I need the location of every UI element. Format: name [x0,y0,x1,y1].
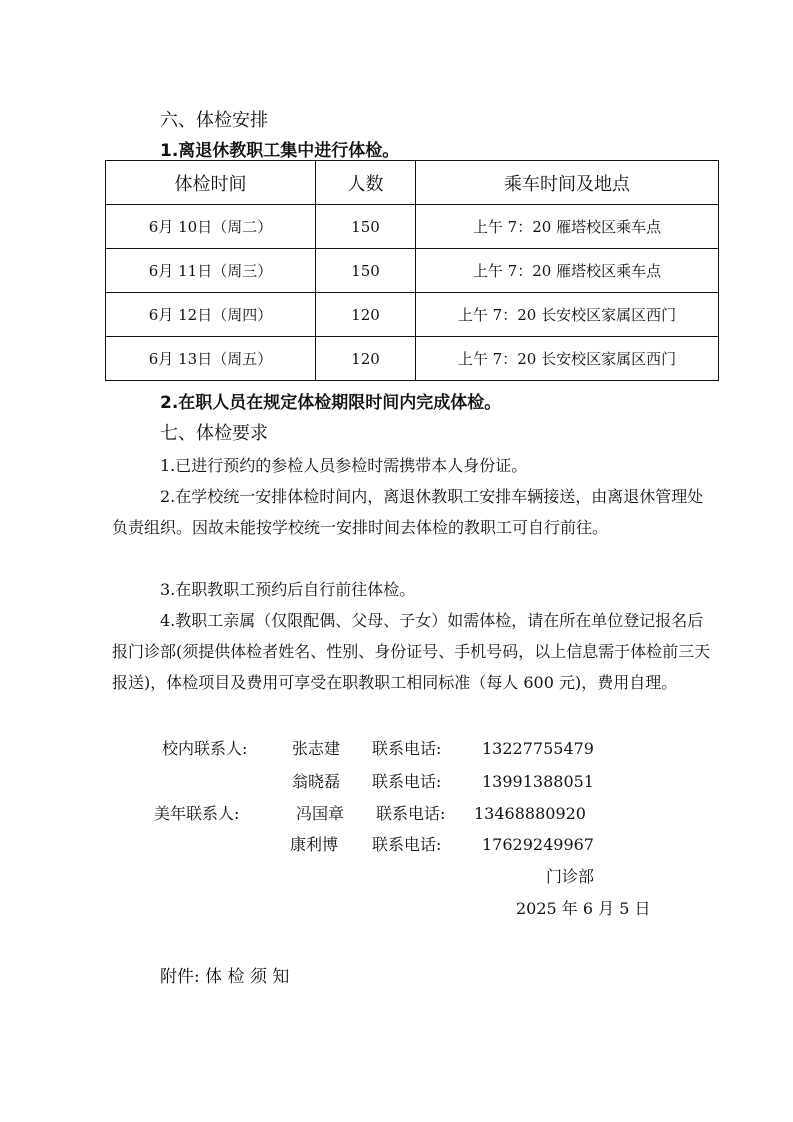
table-row [106,249,719,293]
requirement-item: 3.在职教职工预约后自行前往体检。 [160,580,416,599]
table-row [106,205,719,249]
table-header-row [106,161,719,205]
meinian-contact-label: 美年联系人: [154,804,240,823]
cell-date: 6月 11日（周三） [106,249,316,293]
cell-count: 150 [316,205,416,249]
contact-phone: 13991388051 [482,772,594,791]
schedule-table [105,160,719,381]
contact-name: 张志建 [292,739,341,758]
table-row [106,293,719,337]
contact-phone-label: 联系电话: [372,739,442,758]
contact-phone: 13468880920 [474,804,586,823]
cell-bus: 上午 7：20 雁塔校区乘车点 [416,249,719,293]
section-6-title: 六、体检安排 [160,110,268,131]
cell-count: 120 [316,293,416,337]
requirement-item: 1.已进行预约的参检人员参检时需携带本人身份证。 [160,456,528,475]
header-exam-time: 体检时间 [106,161,316,205]
cell-count: 120 [316,337,416,381]
cell-date: 6月 12日（周四） [106,293,316,337]
contact-name: 康利博 [290,835,339,854]
cell-bus: 上午 7：20 雁塔校区乘车点 [416,205,719,249]
campus-contact-label: 校内联系人: [162,739,248,758]
contact-name: 冯国章 [296,804,345,823]
contact-phone: 17629249967 [482,835,594,854]
section-6-sub-2: 2.在职人员在规定体检期限时间内完成体检。 [160,393,502,413]
cell-bus: 上午 7：20 长安校区家属区西门 [416,293,719,337]
requirement-item: 4.教职工亲属（仅限配偶、父母、子女）如需体检，请在所在单位登记报名后报门诊部(须提供体检者姓名、性别、身份证号、手机号码，以上信息需于体检前三天报送)，体检项目及费用可享受在职教职工相同标准（每人 600 元)，费用自理。 [112,611,711,692]
contact-phone-label: 联系电话: [372,772,442,791]
cell-date: 6月 13日（周五） [106,337,316,381]
section-6-sub-1: 1.离退休教职工集中进行体检。 [160,141,400,161]
cell-date: 6月 10日（周二） [106,205,316,249]
contact-phone: 13227755479 [482,739,594,758]
section-7-title: 七、体检要求 [160,423,268,444]
header-count: 人数 [316,161,416,205]
contact-phone-label: 联系电话: [372,835,442,854]
requirement-item: 2.在学校统一安排体检时间内，离退休教职工安排车辆接送，由离退休管理处负责组织。因故未能按学校统一安排时间去体检的教职工可自行前往。 [112,487,704,537]
contact-phone-label: 联系电话: [376,804,446,823]
cell-count: 150 [316,249,416,293]
cell-bus: 上午 7：20 长安校区家属区西门 [416,337,719,381]
table-row [106,337,719,381]
attachment-note: 附件: 体 检 须 知 [160,967,290,987]
contact-name: 翁晓磊 [292,772,341,791]
signature-date: 2025 年 6 月 5 日 [516,899,651,918]
signature-org: 门诊部 [546,867,595,886]
header-bus-time-place: 乘车时间及地点 [416,161,719,205]
